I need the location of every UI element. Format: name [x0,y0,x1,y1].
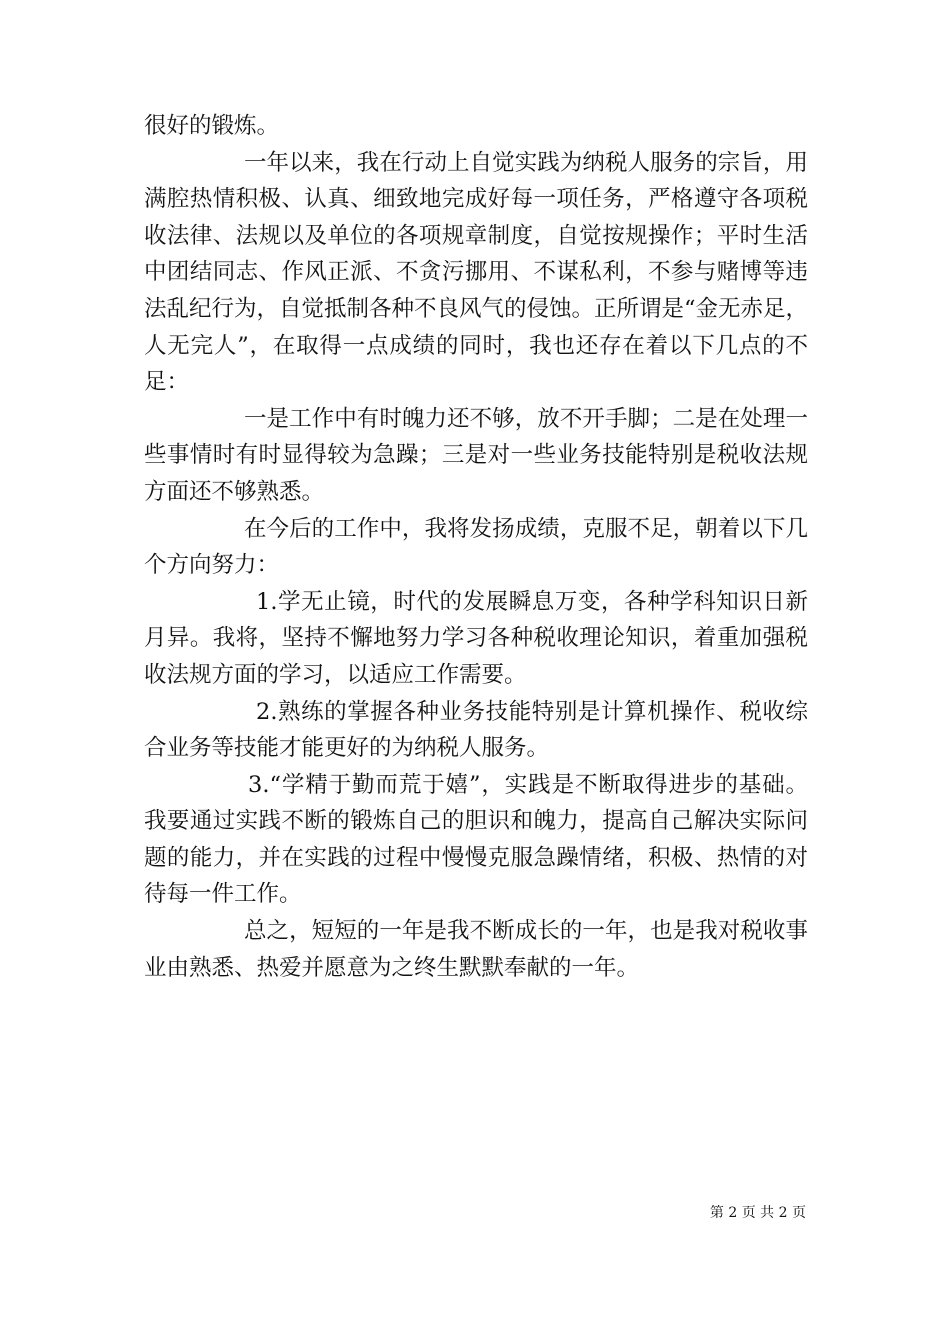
document-body [144,108,808,986]
paragraph-conduct: 一年以来，我在行动上自觉实践为纳税人服务的宗旨，用满腔热情积极、认真、细致地完成好每一项任务，严格遵守各项税收法律、法规以及单位的各项规章制度，自觉按规操作；平时生活中团结同志、作风正派、不贪污挪用、不谋私利，不参与赌博等违法乱纪行为，自觉抵制各种不良风气的侵蚀。正所谓是“金无赤足，人无完人”，在取得一点成绩的同时，我也还存在着以下几点的不足： [144,149,809,396]
page-number-footer: 第 2 页 共 2 页 [709,1205,806,1221]
paragraph-conclusion: 总之，短短的一年是我不断成长的一年，也是我对税收事业由熟悉、热爱并愿意为之终生默默奉献的一年。 [144,918,808,981]
paragraph-future-intro: 在今后的工作中，我将发扬成绩，克服不足，朝着以下几个方向努力： [144,515,808,579]
paragraph-goal-3: 3.“学精于勤而荒于嬉”，实践是不断取得进步的基础。我要通过实践不断的锻炼自己的胆识和魄力，提高自己解决实际问题的能力，并在实践的过程中慢慢克服急躁情绪，积极、热情的对待每一件工作。 [144,771,808,908]
paragraph-goal-2: 2.熟练的掌握各种业务技能特别是计算机操作、税收综合业务等技能才能更好的为纳税人服务。 [144,698,808,762]
paragraph-continuation: 很好的锻炼。 [144,113,280,139]
paragraph-goal-1: 1.学无止镜，时代的发展瞬息万变，各种学科知识日新月异。我将，坚持不懈地努力学习各种税收理论知识，着重加强税收法规方面的学习，以适应工作需要。 [144,588,808,688]
paragraph-shortcomings: 一是工作中有时魄力还不够，放不开手脚；二是在处理一些事情时有时显得较为急躁；三是对一些业务技能特别是税收法规方面还不够熟悉。 [144,405,808,505]
